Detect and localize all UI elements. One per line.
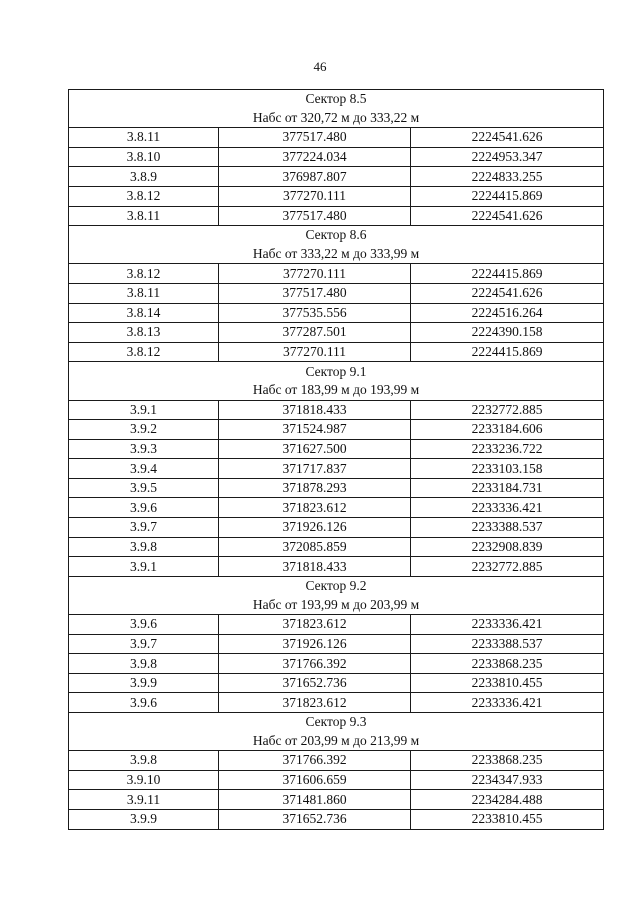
y-coordinate-cell: 2224415.869 xyxy=(411,342,604,362)
table-row xyxy=(69,323,604,343)
y-coordinate-cell: 2233184.731 xyxy=(411,478,604,498)
point-id-cell: 3.8.12 xyxy=(69,264,219,284)
x-coordinate-cell: 371823.612 xyxy=(219,498,411,518)
x-coordinate-cell: 377270.111 xyxy=(219,186,411,206)
sector-title-row xyxy=(69,713,604,732)
table-row xyxy=(69,518,604,538)
x-coordinate-cell: 371652.736 xyxy=(219,673,411,693)
coordinates-table-body xyxy=(69,90,604,830)
table-row xyxy=(69,693,604,713)
table-row xyxy=(69,167,604,187)
point-id-cell: 3.9.11 xyxy=(69,790,219,810)
point-id-cell: 3.9.9 xyxy=(69,809,219,829)
sector-title: Сектор 8.5 xyxy=(69,90,604,109)
y-coordinate-cell: 2224953.347 xyxy=(411,147,604,167)
point-id-cell: 3.9.9 xyxy=(69,673,219,693)
y-coordinate-cell: 2233336.421 xyxy=(411,498,604,518)
table-row xyxy=(69,478,604,498)
x-coordinate-cell: 377270.111 xyxy=(219,342,411,362)
x-coordinate-cell: 377270.111 xyxy=(219,264,411,284)
y-coordinate-cell: 2224541.626 xyxy=(411,128,604,148)
point-id-cell: 3.9.1 xyxy=(69,400,219,420)
table-row xyxy=(69,654,604,674)
table-row xyxy=(69,557,604,577)
sector-title: Сектор 9.3 xyxy=(69,713,604,732)
x-coordinate-cell: 377517.480 xyxy=(219,283,411,303)
y-coordinate-cell: 2233868.235 xyxy=(411,654,604,674)
x-coordinate-cell: 371524.987 xyxy=(219,420,411,440)
point-id-cell: 3.9.2 xyxy=(69,420,219,440)
y-coordinate-cell: 2224541.626 xyxy=(411,206,604,226)
table-row xyxy=(69,634,604,654)
y-coordinate-cell: 2232908.839 xyxy=(411,537,604,557)
y-coordinate-cell: 2232772.885 xyxy=(411,400,604,420)
y-coordinate-cell: 2233236.722 xyxy=(411,439,604,459)
coordinates-table xyxy=(68,89,604,830)
table-row xyxy=(69,615,604,635)
sector-title-row xyxy=(69,90,604,109)
sector-range-row xyxy=(69,732,604,751)
point-id-cell: 3.9.3 xyxy=(69,439,219,459)
sector-range-row xyxy=(69,109,604,128)
table-row xyxy=(69,537,604,557)
y-coordinate-cell: 2233868.235 xyxy=(411,751,604,771)
y-coordinate-cell: 2233336.421 xyxy=(411,615,604,635)
y-coordinate-cell: 2224541.626 xyxy=(411,283,604,303)
table-row xyxy=(69,206,604,226)
y-coordinate-cell: 2233103.158 xyxy=(411,459,604,479)
x-coordinate-cell: 377535.556 xyxy=(219,303,411,323)
point-id-cell: 3.9.7 xyxy=(69,634,219,654)
sector-height-range: Набс от 183,99 м до 193,99 м xyxy=(69,381,604,400)
point-id-cell: 3.8.11 xyxy=(69,128,219,148)
point-id-cell: 3.9.5 xyxy=(69,478,219,498)
y-coordinate-cell: 2224833.255 xyxy=(411,167,604,187)
table-row xyxy=(69,809,604,829)
point-id-cell: 3.9.6 xyxy=(69,693,219,713)
point-id-cell: 3.8.11 xyxy=(69,283,219,303)
y-coordinate-cell: 2233388.537 xyxy=(411,634,604,654)
table-row xyxy=(69,128,604,148)
x-coordinate-cell: 371652.736 xyxy=(219,809,411,829)
point-id-cell: 3.9.6 xyxy=(69,615,219,635)
point-id-cell: 3.9.7 xyxy=(69,518,219,538)
point-id-cell: 3.9.6 xyxy=(69,498,219,518)
y-coordinate-cell: 2232772.885 xyxy=(411,557,604,577)
x-coordinate-cell: 371606.659 xyxy=(219,770,411,790)
point-id-cell: 3.9.8 xyxy=(69,751,219,771)
sector-height-range: Набс от 193,99 м до 203,99 м xyxy=(69,595,604,614)
table-row xyxy=(69,186,604,206)
point-id-cell: 3.8.9 xyxy=(69,167,219,187)
point-id-cell: 3.9.10 xyxy=(69,770,219,790)
y-coordinate-cell: 2233810.455 xyxy=(411,673,604,693)
x-coordinate-cell: 372085.859 xyxy=(219,537,411,557)
point-id-cell: 3.9.1 xyxy=(69,557,219,577)
x-coordinate-cell: 371627.500 xyxy=(219,439,411,459)
table-row xyxy=(69,283,604,303)
point-id-cell: 3.8.12 xyxy=(69,186,219,206)
table-row xyxy=(69,342,604,362)
x-coordinate-cell: 377517.480 xyxy=(219,206,411,226)
y-coordinate-cell: 2234284.488 xyxy=(411,790,604,810)
x-coordinate-cell: 377287.501 xyxy=(219,323,411,343)
sector-title: Сектор 9.1 xyxy=(69,362,604,381)
table-row xyxy=(69,303,604,323)
table-row xyxy=(69,498,604,518)
sector-title: Сектор 8.6 xyxy=(69,226,604,245)
table-row xyxy=(69,751,604,771)
sector-range-row xyxy=(69,381,604,400)
y-coordinate-cell: 2224415.869 xyxy=(411,264,604,284)
x-coordinate-cell: 371926.126 xyxy=(219,518,411,538)
x-coordinate-cell: 376987.807 xyxy=(219,167,411,187)
x-coordinate-cell: 371818.433 xyxy=(219,400,411,420)
y-coordinate-cell: 2224516.264 xyxy=(411,303,604,323)
x-coordinate-cell: 371717.837 xyxy=(219,459,411,479)
x-coordinate-cell: 371481.860 xyxy=(219,790,411,810)
x-coordinate-cell: 371823.612 xyxy=(219,615,411,635)
table-row xyxy=(69,264,604,284)
table-row xyxy=(69,420,604,440)
x-coordinate-cell: 371926.126 xyxy=(219,634,411,654)
y-coordinate-cell: 2224390.158 xyxy=(411,323,604,343)
sector-range-row xyxy=(69,595,604,614)
sector-height-range: Набс от 333,22 м до 333,99 м xyxy=(69,245,604,264)
x-coordinate-cell: 371823.612 xyxy=(219,693,411,713)
page-number: 46 xyxy=(313,59,327,74)
sector-range-row xyxy=(69,245,604,264)
table-row xyxy=(69,439,604,459)
y-coordinate-cell: 2224415.869 xyxy=(411,186,604,206)
y-coordinate-cell: 2234347.933 xyxy=(411,770,604,790)
table-row xyxy=(69,147,604,167)
sector-height-range: Набс от 203,99 м до 213,99 м xyxy=(69,732,604,751)
point-id-cell: 3.8.14 xyxy=(69,303,219,323)
y-coordinate-cell: 2233388.537 xyxy=(411,518,604,538)
point-id-cell: 3.9.8 xyxy=(69,654,219,674)
point-id-cell: 3.8.13 xyxy=(69,323,219,343)
table-row xyxy=(69,673,604,693)
table-row xyxy=(69,790,604,810)
point-id-cell: 3.9.8 xyxy=(69,537,219,557)
sector-title-row xyxy=(69,576,604,595)
x-coordinate-cell: 377224.034 xyxy=(219,147,411,167)
point-id-cell: 3.8.11 xyxy=(69,206,219,226)
x-coordinate-cell: 371818.433 xyxy=(219,557,411,577)
x-coordinate-cell: 371766.392 xyxy=(219,751,411,771)
sector-height-range: Набс от 320,72 м до 333,22 м xyxy=(69,109,604,128)
table-row xyxy=(69,770,604,790)
y-coordinate-cell: 2233184.606 xyxy=(411,420,604,440)
sector-title-row xyxy=(69,362,604,381)
point-id-cell: 3.8.12 xyxy=(69,342,219,362)
x-coordinate-cell: 371878.293 xyxy=(219,478,411,498)
x-coordinate-cell: 377517.480 xyxy=(219,128,411,148)
table-row xyxy=(69,459,604,479)
point-id-cell: 3.8.10 xyxy=(69,147,219,167)
y-coordinate-cell: 2233810.455 xyxy=(411,809,604,829)
sector-title-row xyxy=(69,226,604,245)
sector-title: Сектор 9.2 xyxy=(69,576,604,595)
point-id-cell: 3.9.4 xyxy=(69,459,219,479)
y-coordinate-cell: 2233336.421 xyxy=(411,693,604,713)
table-row xyxy=(69,400,604,420)
x-coordinate-cell: 371766.392 xyxy=(219,654,411,674)
